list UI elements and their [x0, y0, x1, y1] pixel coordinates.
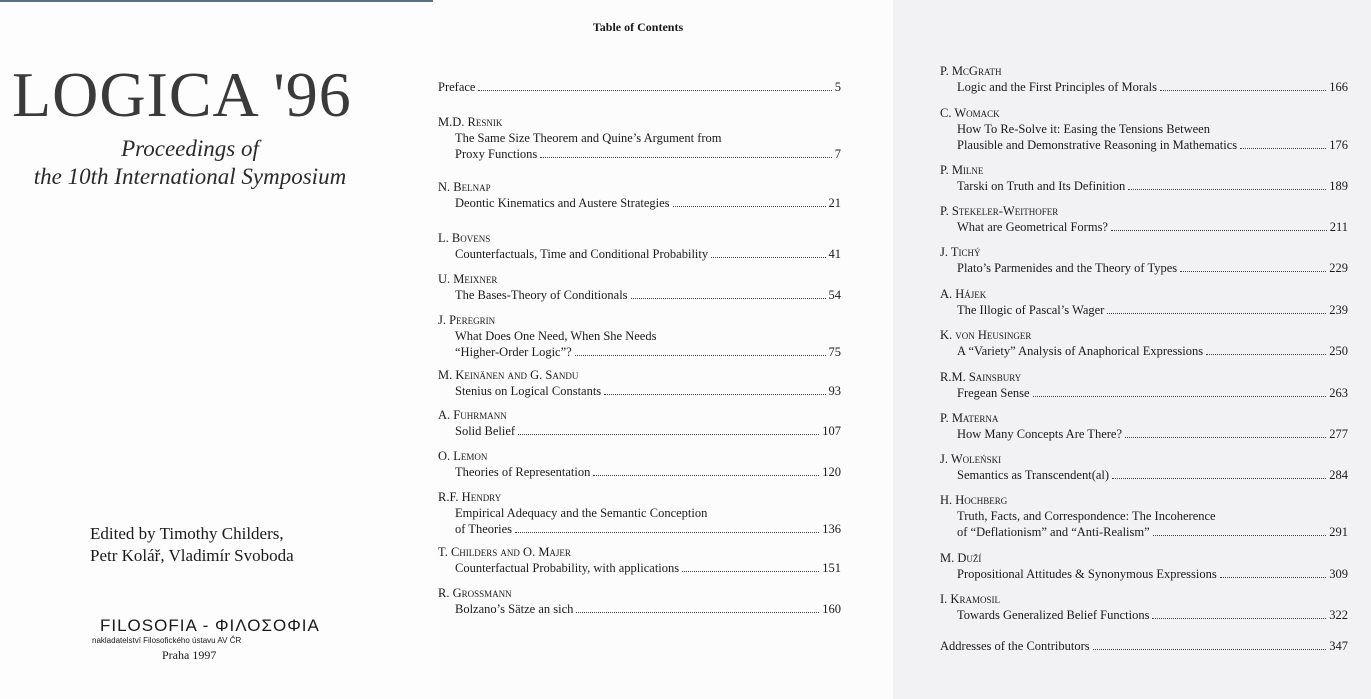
toc-author: N. Belnap	[438, 180, 491, 194]
toc-author: C. Womack	[940, 106, 1000, 120]
toc-leader-line	[438, 195, 841, 211]
toc-entry-title: The Bases-Theory of Conditionals	[455, 288, 628, 302]
dot-leader	[576, 612, 819, 613]
toc-leader-line	[940, 302, 1348, 318]
toc-entry	[438, 489, 841, 537]
toc-page-number: 151	[822, 561, 841, 575]
toc-leader-line	[940, 524, 1348, 540]
toc-entry-title: Fregean Sense	[957, 386, 1030, 400]
dot-leader	[1206, 354, 1326, 355]
toc-leader-line	[940, 638, 1348, 654]
toc-page-number: 7	[834, 147, 841, 161]
toc-leader-line	[438, 601, 841, 617]
toc-page-number: 322	[1329, 608, 1348, 622]
toc-entry	[438, 230, 841, 262]
toc-entry-title: Deontic Kinematics and Austere Strategies	[455, 196, 670, 210]
toc-page-number: 41	[828, 247, 841, 261]
dot-leader	[540, 157, 831, 158]
toc-page-number: 291	[1329, 525, 1348, 539]
toc-author: R. Grossmann	[438, 586, 512, 600]
toc-leader-line	[438, 464, 841, 480]
toc-page-number: 189	[1329, 179, 1348, 193]
toc-author: U. Meixner	[438, 272, 498, 286]
toc-page-number: 229	[1329, 261, 1348, 275]
toc-title-line: Empirical Adequacy and the Semantic Conception	[455, 506, 708, 520]
toc-entry-title: Bolzano’s Sätze an sich	[455, 602, 574, 616]
dot-leader	[673, 206, 826, 207]
toc-entry	[438, 179, 841, 211]
toc-entry-title: Tarski on Truth and Its Definition	[957, 179, 1126, 193]
toc-author: J. Woleński	[940, 452, 1002, 466]
toc-page-number: 54	[828, 288, 841, 302]
toc-entry	[438, 544, 841, 576]
toc-author: M.D. Resnik	[438, 115, 503, 129]
toc-entry	[940, 638, 1348, 654]
toc-leader-line	[438, 423, 841, 439]
toc-leader-line	[438, 246, 841, 262]
toc-page-number: 263	[1329, 386, 1348, 400]
toc-author: R.F. Hendry	[438, 490, 502, 504]
toc-author: J. Peregrin	[438, 313, 496, 327]
toc-author: L. Bovens	[438, 231, 491, 245]
dot-leader	[1160, 90, 1326, 91]
toc-entry-title: of “Deflationism” and “Anti-Realism”	[957, 525, 1150, 539]
subtitle-line-1: Proceedings of	[121, 136, 259, 161]
toc-entry	[940, 105, 1348, 153]
toc-entry	[438, 367, 841, 399]
cover-page	[0, 0, 433, 699]
toc-page-right	[893, 0, 1371, 699]
editors-line-1: Edited by Timothy Childers,	[90, 524, 284, 543]
toc-entry-title: Addresses of the Contributors	[940, 639, 1090, 653]
toc-leader-line	[438, 344, 841, 360]
toc-author: A. Fuhrmann	[438, 408, 507, 422]
toc-author: P. Milne	[940, 163, 984, 177]
dot-leader	[1153, 535, 1327, 536]
toc-page-number: 120	[822, 465, 841, 479]
toc-title: Table of Contents	[592, 20, 684, 34]
publisher-name: FILOSOFIA - ΦΙΛΟΣΟΦΙΑ	[100, 616, 320, 635]
toc-leader-line	[438, 383, 841, 399]
toc-author: M. Duží	[940, 551, 982, 565]
toc-entry	[940, 203, 1348, 235]
toc-entry-title: Stenius on Logical Constants	[455, 384, 602, 398]
toc-entry	[438, 79, 841, 95]
dot-leader	[478, 90, 831, 91]
dot-leader	[711, 257, 825, 258]
toc-page-number: 166	[1329, 80, 1348, 94]
toc-entry	[940, 550, 1348, 582]
toc-entry-title: What are Geometrical Forms?	[957, 220, 1108, 234]
dot-leader	[1180, 271, 1326, 272]
toc-author: M. Keinänen and G. Sandu	[438, 368, 579, 382]
toc-entry	[438, 271, 841, 303]
dot-leader	[1111, 230, 1327, 231]
toc-author: O. Lemon	[438, 449, 488, 463]
toc-entry-title: Semantics as Transcendent(al)	[957, 468, 1110, 482]
toc-entry-title: Counterfactual Probability, with applications	[455, 561, 680, 575]
toc-page-number: 21	[828, 196, 841, 210]
toc-entry-title: Theories of Representation	[455, 465, 591, 479]
toc-page-number: 176	[1329, 138, 1348, 152]
toc-title-line: Truth, Facts, and Correspondence: The Incoherence	[957, 509, 1216, 523]
toc-page-number: 277	[1329, 427, 1348, 441]
toc-entry-title: Propositional Attitudes & Synonymous Expressions	[957, 567, 1217, 581]
toc-page-number: 93	[828, 384, 841, 398]
top-rule	[0, 0, 433, 2]
toc-entry	[940, 286, 1348, 318]
toc-page-number: 239	[1329, 303, 1348, 317]
toc-leader-line	[940, 178, 1348, 194]
toc-page-number: 211	[1329, 220, 1348, 234]
toc-page-number: 250	[1329, 344, 1348, 358]
toc-author: P. McGrath	[940, 64, 1002, 78]
toc-leader-line	[438, 560, 841, 576]
dot-leader	[1112, 478, 1326, 479]
toc-author: P. Materna	[940, 411, 999, 425]
dot-leader	[1033, 396, 1327, 397]
toc-leader-line	[438, 521, 841, 537]
dot-leader	[1107, 313, 1326, 314]
toc-page-number: 347	[1329, 639, 1348, 653]
dot-leader	[515, 532, 819, 533]
toc-author: R.M. Sainsbury	[940, 370, 1022, 384]
toc-title-line: The Same Size Theorem and Quine’s Argument from	[455, 131, 722, 145]
toc-author: J. Tichý	[940, 245, 981, 259]
toc-entry	[940, 591, 1348, 623]
toc-entry-title: Preface	[438, 80, 476, 94]
dot-leader	[1093, 649, 1327, 650]
toc-entry	[940, 410, 1348, 442]
toc-entry	[940, 451, 1348, 483]
dot-leader	[1220, 577, 1327, 578]
dot-leader	[575, 355, 826, 356]
toc-leader-line	[940, 219, 1348, 235]
dot-leader	[682, 571, 819, 572]
toc-entry-title: Towards Generalized Belief Functions	[957, 608, 1150, 622]
toc-author: P. Stekeler-Weithofer	[940, 204, 1059, 218]
dot-leader	[518, 434, 819, 435]
toc-leader-line	[940, 79, 1348, 95]
dot-leader	[1128, 189, 1326, 190]
toc-entry	[940, 162, 1348, 194]
toc-leader-line	[940, 385, 1348, 401]
toc-leader-line	[940, 343, 1348, 359]
toc-entry-title: Proxy Functions	[455, 147, 538, 161]
toc-leader-line	[940, 607, 1348, 623]
toc-entry	[438, 407, 841, 439]
toc-entry	[940, 369, 1348, 401]
toc-page-number: 107	[822, 424, 841, 438]
toc-entry-title: Solid Belief	[455, 424, 516, 438]
dot-leader	[593, 475, 819, 476]
toc-page-number: 5	[834, 80, 841, 94]
toc-author: K. von Heusinger	[940, 328, 1032, 342]
toc-leader-line	[940, 566, 1348, 582]
toc-page-left	[433, 0, 891, 699]
toc-author: A. Hájek	[940, 287, 987, 301]
toc-entry	[438, 312, 841, 360]
toc-entry-title: Plausible and Demonstrative Reasoning in Mathematics	[957, 138, 1238, 152]
dot-leader	[631, 298, 826, 299]
toc-leader-line	[438, 79, 841, 95]
toc-leader-line	[940, 137, 1348, 153]
toc-entry	[940, 327, 1348, 359]
toc-author: H. Hochberg	[940, 493, 1008, 507]
toc-page-number: 284	[1329, 468, 1348, 482]
place-year: Praha 1997	[162, 648, 217, 662]
subtitle-line-2: the 10th International Symposium	[33, 164, 347, 189]
toc-page-number: 160	[822, 602, 841, 616]
dot-leader	[1125, 437, 1326, 438]
toc-leader-line	[940, 260, 1348, 276]
publisher-subtitle: nakladatelství Filosofického ústavu AV ČR	[92, 636, 242, 645]
toc-entry	[940, 492, 1348, 540]
toc-title-line: How To Re-Solve it: Easing the Tensions Between	[957, 122, 1210, 136]
toc-page-number: 136	[822, 522, 841, 536]
toc-entry	[438, 448, 841, 480]
book-logo: LOGICA '96	[12, 59, 352, 130]
toc-entry-title: A “Variety” Analysis of Anaphorical Expressions	[957, 344, 1204, 358]
dot-leader	[604, 394, 825, 395]
dot-leader	[1152, 618, 1326, 619]
toc-entry	[438, 585, 841, 617]
dot-leader	[1240, 148, 1326, 149]
toc-leader-line	[438, 287, 841, 303]
toc-entry-title: “Higher-Order Logic”?	[455, 345, 572, 359]
toc-entry-title: Logic and the First Principles of Morals	[957, 80, 1157, 94]
toc-entry-title: Plato’s Parmenides and the Theory of Types	[957, 261, 1178, 275]
toc-entry	[940, 244, 1348, 276]
toc-title-line: What Does One Need, When She Needs	[455, 329, 657, 343]
toc-author: T. Childers and O. Majer	[438, 545, 571, 559]
toc-page-number: 75	[828, 345, 841, 359]
toc-entry	[438, 114, 841, 162]
toc-author: I. Kramosil	[940, 592, 1000, 606]
toc-entry-title: of Theories	[455, 522, 513, 536]
toc-entry-title: The Illogic of Pascal’s Wager	[957, 303, 1105, 317]
editors-line-2: Petr Kolář, Vladimír Svoboda	[90, 546, 294, 565]
toc-entry-title: Counterfactuals, Time and Conditional Probability	[455, 247, 709, 261]
toc-entry	[940, 63, 1348, 95]
toc-leader-line	[940, 426, 1348, 442]
toc-leader-line	[940, 467, 1348, 483]
toc-page-number: 309	[1329, 567, 1348, 581]
toc-entry-title: How Many Concepts Are There?	[957, 427, 1123, 441]
toc-leader-line	[438, 146, 841, 162]
